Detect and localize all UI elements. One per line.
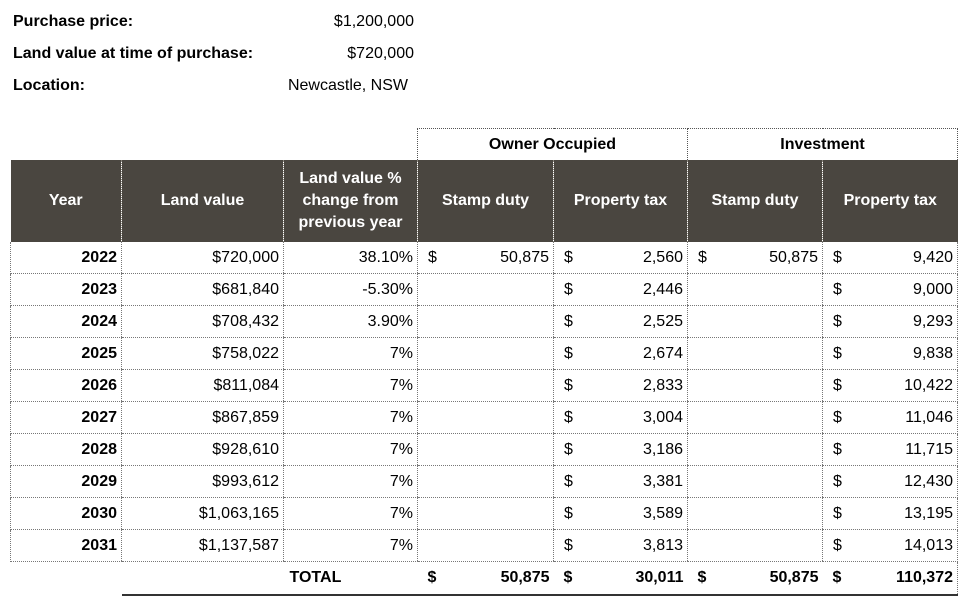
oo-stamp-duty-cell (418, 242, 554, 274)
land-value-cell: $720,000 (122, 242, 284, 274)
currency-symbol: $ (563, 569, 573, 586)
inv-property-tax-cell (823, 498, 958, 530)
oo-stamp-duty-cell (418, 370, 554, 402)
table-row (11, 402, 958, 434)
total-oo-tax-value: 30,011 (635, 569, 684, 586)
inv-property-tax-cell (823, 402, 958, 434)
land-value-cell: $811,084 (122, 370, 284, 402)
table-row (11, 274, 958, 306)
currency-symbol: $ (832, 569, 842, 586)
inv-stamp-duty-value: 50,875 (769, 248, 818, 266)
inv-property-tax-value: 9,293 (912, 312, 953, 330)
currency-symbol: $ (427, 569, 437, 586)
currency-symbol: $ (564, 472, 573, 490)
oo-stamp-duty-cell (418, 338, 554, 370)
oo-stamp-duty-cell (418, 306, 554, 338)
year-cell: 2025 (11, 338, 122, 370)
oo-stamp-duty-cell (418, 530, 554, 562)
currency-symbol: $ (833, 504, 842, 522)
col-inv-stamp-duty: Stamp duty (688, 160, 823, 242)
currency-symbol: $ (833, 312, 842, 330)
currency-symbol: $ (564, 344, 573, 362)
purchase-price-row (0, 13, 414, 33)
group-investment: Investment (688, 129, 958, 161)
currency-symbol: $ (564, 376, 573, 394)
total-inv-tax-value: 110,372 (896, 569, 953, 586)
inv-property-tax-cell (823, 242, 958, 274)
inv-property-tax-value: 9,420 (912, 248, 953, 266)
currency-symbol: $ (564, 248, 573, 266)
year-cell: 2031 (11, 530, 122, 562)
currency-symbol: $ (428, 248, 437, 266)
change-cell: 7% (284, 402, 418, 434)
oo-property-tax-cell (554, 530, 688, 562)
col-oo-property-tax: Property tax (554, 160, 688, 242)
inv-property-tax-cell (823, 466, 958, 498)
land-value-cell: $681,840 (122, 274, 284, 306)
total-oo-stamp (418, 562, 554, 596)
table-row (11, 498, 958, 530)
land-value-cell: $758,022 (122, 338, 284, 370)
total-inv-tax (823, 562, 958, 596)
inv-stamp-duty-cell (688, 274, 823, 306)
oo-stamp-duty-cell (418, 402, 554, 434)
oo-property-tax-cell (554, 306, 688, 338)
oo-property-tax-value: 3,813 (642, 536, 683, 554)
col-oo-stamp-duty: Stamp duty (418, 160, 554, 242)
inv-property-tax-cell (823, 530, 958, 562)
inv-property-tax-value: 13,195 (904, 504, 953, 522)
table-row (11, 530, 958, 562)
year-cell: 2023 (11, 274, 122, 306)
inv-property-tax-value: 11,046 (905, 408, 953, 426)
land-value-cell: $1,063,165 (122, 498, 284, 530)
purchase-price-label: Purchase price: (13, 13, 134, 30)
year-cell: 2029 (11, 466, 122, 498)
col-land-value: Land value (122, 160, 284, 242)
inv-stamp-duty-cell (688, 466, 823, 498)
inv-property-tax-cell (823, 434, 958, 466)
year-cell: 2024 (11, 306, 122, 338)
change-cell: 7% (284, 338, 418, 370)
currency-symbol: $ (833, 408, 842, 426)
oo-stamp-duty-value: 50,875 (500, 248, 549, 266)
oo-property-tax-value: 2,446 (642, 280, 683, 298)
inv-property-tax-value: 11,715 (905, 440, 953, 458)
change-cell: 3.90% (284, 306, 418, 338)
table-row (11, 466, 958, 498)
table-row (11, 306, 958, 338)
total-empty-year (11, 562, 122, 596)
inv-property-tax-cell (823, 370, 958, 402)
oo-stamp-duty-cell (418, 466, 554, 498)
change-cell: -5.30% (284, 274, 418, 306)
col-inv-property-tax: Property tax (823, 160, 958, 242)
oo-property-tax-cell (554, 338, 688, 370)
currency-symbol: $ (833, 376, 842, 394)
land-value-cell: $993,612 (122, 466, 284, 498)
land-value-cell: $867,859 (122, 402, 284, 434)
inv-property-tax-cell (823, 338, 958, 370)
total-oo-stamp-value: 50,875 (500, 569, 550, 586)
inv-property-tax-cell (823, 306, 958, 338)
inv-stamp-duty-cell (688, 498, 823, 530)
location-value: Newcastle, NSW (287, 77, 408, 94)
inv-property-tax-value: 10,422 (904, 376, 953, 394)
inv-stamp-duty-cell (688, 402, 823, 434)
oo-property-tax-cell (554, 434, 688, 466)
table-row (11, 242, 958, 274)
change-cell: 7% (284, 370, 418, 402)
inv-property-tax-value: 9,000 (912, 280, 953, 298)
inv-stamp-duty-cell (688, 370, 823, 402)
currency-symbol: $ (833, 344, 842, 362)
inv-property-tax-cell (823, 274, 958, 306)
table-row (11, 370, 958, 402)
currency-symbol: $ (564, 280, 573, 298)
total-inv-stamp (688, 562, 823, 596)
change-cell: 7% (284, 530, 418, 562)
inv-stamp-duty-cell (688, 434, 823, 466)
location-row (0, 77, 408, 97)
purchase-price-value: $1,200,000 (333, 13, 414, 30)
land-value-row (0, 45, 414, 65)
oo-stamp-duty-cell (418, 498, 554, 530)
tax-table (10, 128, 958, 596)
col-year: Year (11, 160, 122, 242)
land-value-cell: $708,432 (122, 306, 284, 338)
currency-symbol: $ (564, 408, 573, 426)
currency-symbol: $ (833, 248, 842, 266)
change-cell: 7% (284, 498, 418, 530)
oo-property-tax-value: 3,589 (642, 504, 683, 522)
year-cell: 2026 (11, 370, 122, 402)
oo-stamp-duty-cell (418, 274, 554, 306)
oo-property-tax-value: 3,186 (642, 440, 683, 458)
currency-symbol: $ (564, 536, 573, 554)
currency-symbol: $ (833, 440, 842, 458)
oo-property-tax-value: 2,525 (642, 312, 683, 330)
oo-property-tax-cell (554, 370, 688, 402)
oo-property-tax-cell (554, 274, 688, 306)
oo-property-tax-value: 3,381 (642, 472, 683, 490)
currency-symbol: $ (833, 280, 842, 298)
currency-symbol: $ (697, 569, 707, 586)
total-row (11, 562, 958, 596)
oo-property-tax-value: 2,674 (642, 344, 683, 362)
currency-symbol: $ (698, 248, 707, 266)
year-cell: 2030 (11, 498, 122, 530)
currency-symbol: $ (564, 504, 573, 522)
inv-property-tax-value: 12,430 (904, 472, 953, 490)
land-value-cell: $1,137,587 (122, 530, 284, 562)
oo-property-tax-value: 3,004 (642, 408, 683, 426)
inv-property-tax-value: 9,838 (912, 344, 953, 362)
oo-property-tax-value: 2,833 (642, 376, 683, 394)
change-cell: 38.10% (284, 242, 418, 274)
land-value-label: Land value at time of purchase: (13, 45, 254, 62)
total-label: TOTAL (284, 562, 418, 596)
change-cell: 7% (284, 466, 418, 498)
group-owner-occupied: Owner Occupied (418, 129, 688, 161)
inv-stamp-duty-cell (688, 242, 823, 274)
change-cell: 7% (284, 434, 418, 466)
group-header-row (11, 129, 958, 161)
total-empty-land (122, 562, 284, 596)
inv-stamp-duty-cell (688, 530, 823, 562)
oo-property-tax-cell (554, 402, 688, 434)
group-header-spacer (11, 129, 418, 161)
oo-property-tax-value: 2,560 (642, 248, 683, 266)
inv-stamp-duty-cell (688, 338, 823, 370)
inv-property-tax-value: 14,013 (904, 536, 953, 554)
col-change: Land value % change from previous year (284, 160, 418, 242)
oo-property-tax-cell (554, 466, 688, 498)
land-value-value: $720,000 (347, 45, 414, 62)
total-oo-tax (554, 562, 688, 596)
table-row (11, 434, 958, 466)
location-label: Location: (13, 77, 85, 94)
currency-symbol: $ (833, 536, 842, 554)
oo-property-tax-cell (554, 498, 688, 530)
total-inv-stamp-value: 50,875 (769, 569, 819, 586)
table-body (11, 242, 958, 562)
year-cell: 2028 (11, 434, 122, 466)
inv-stamp-duty-cell (688, 306, 823, 338)
column-header-row (11, 160, 958, 242)
land-value-cell: $928,610 (122, 434, 284, 466)
year-cell: 2027 (11, 402, 122, 434)
oo-stamp-duty-cell (418, 434, 554, 466)
currency-symbol: $ (833, 472, 842, 490)
table-row (11, 338, 958, 370)
oo-property-tax-cell (554, 242, 688, 274)
currency-symbol: $ (564, 440, 573, 458)
currency-symbol: $ (564, 312, 573, 330)
year-cell: 2022 (11, 242, 122, 274)
